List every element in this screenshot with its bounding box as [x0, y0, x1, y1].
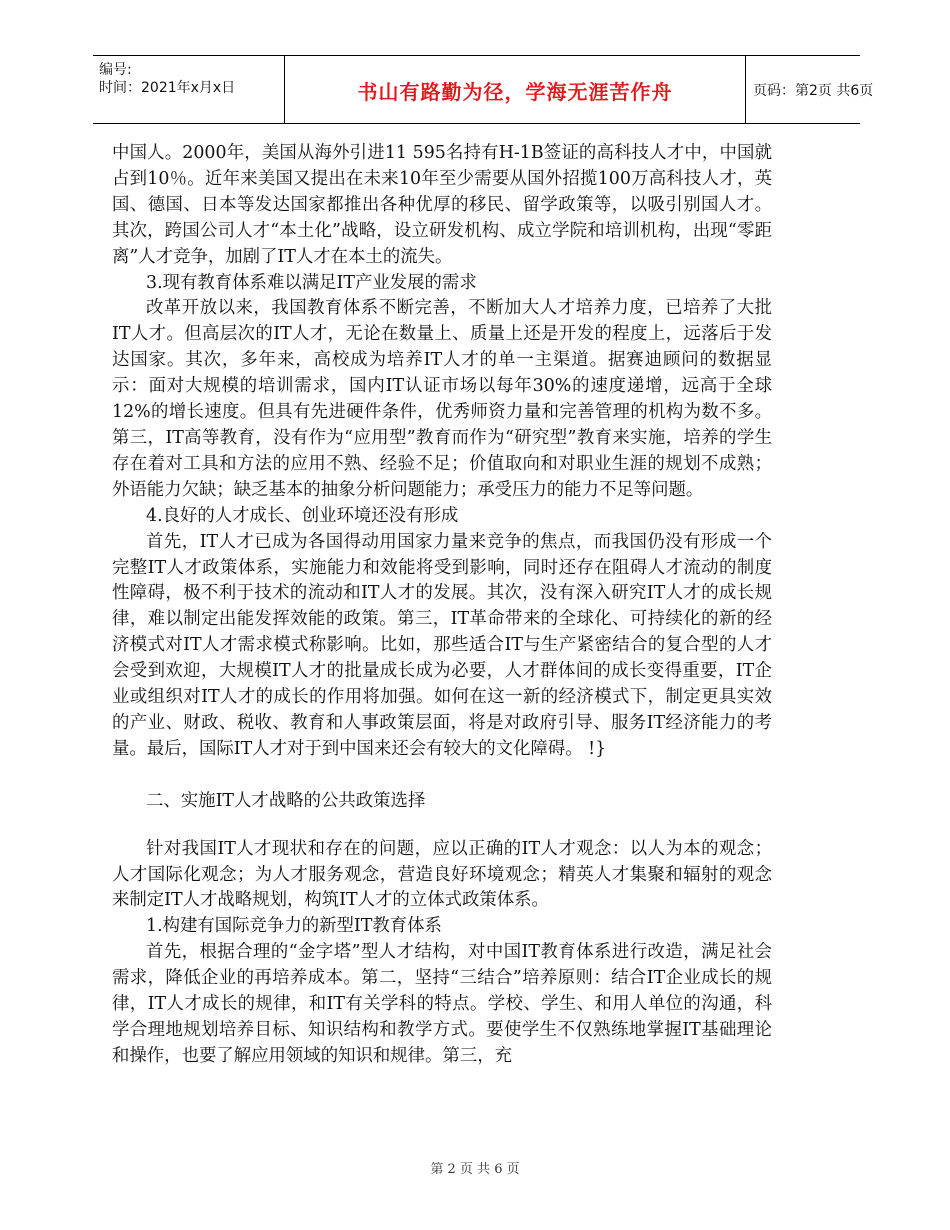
paragraph-education-system: 改革开放以来，我国教育体系不断完善，不断加大人才培养力度，已培养了大批IT人才。但高层次的IT人才，无论在数量上、质量上还是开发的程度上，远落后于发达国家。其次，多年来，高校成为培养IT人才的单一主渠道。据赛迪顾问的数据显示：面对大规模的培训需求，国内IT认证市场以每年30%的速度递增，远高于全球12%的增长速度。但具有先进硬件条件，优秀师资力量和完善管理的机构为数不多。第三，IT高等教育，没有作为“应用型”教育而作为“研究型”教育来实施，培养的学生存在着对工具和方法的应用不熟、经验不足；价值取向和对职业生涯的规划不成熟；外语能力欠缺；缺乏基本的抽象分析问题能力；承受压力的能力不足等问题。: [112, 298, 772, 500]
section-heading-3: 3.现有教育体系难以满足IT产业发展的需求: [146, 272, 477, 293]
document-number-label: 编号:: [99, 62, 132, 78]
page-header: [93, 55, 874, 124]
section-heading-1: 1.构建有国际竞争力的新型IT教育体系: [146, 916, 442, 937]
paragraph-education-reform: 首先，根据合理的“金字塔”型人才结构，对中国IT教育体系进行改造，满足社会需求，降低企业的再培养成本。第二，坚持“三结合”培养原则：结合IT企业成长的规律，IT人才成长的规律，和IT有关学科的特点。学校、学生、和用人单位的沟通，科学合理地规划培养目标、知识结构和教学方式。要使学生不仅熟练地掌握IT基础理论和操作，也要了解应用领域的知识和规律。第三，充: [112, 942, 772, 1066]
header-page-info: 页码：第2页 共6页: [753, 83, 874, 99]
document-date-label: 时间：2021年x月x日: [99, 80, 236, 96]
header-motto-cell: [284, 56, 746, 123]
document-body: [112, 141, 772, 1070]
paragraph-policy-concepts: 针对我国IT人才现状和存在的问题，应以正确的IT人才观念：以人为本的观念；人才国际化观念；为人才服务观念，营造良好环境观念；精英人才集聚和辐射的观念来制定IT人才战略规划，构筑IT人才的立体式政策体系。: [112, 838, 772, 911]
paragraph-continuation: 中国人。2000年，美国从海外引进11 595名持有H-1B签证的高科技人才中，中国就占到10％。近年来美国又提出在未来10年至少需要从国外招揽100万高科技人才，英国、德国、日本等发达国家都推出各种优厚的移民、留学政策等，以吸引别国人才。其次，跨国公司人才“本土化”战略，设立研发机构、成立学院和培训机构，出现“零距离”人才竞争，加剧了IT人才在本土的流失。: [112, 143, 772, 267]
spacer: [112, 763, 772, 789]
header-motto: 书山有路勤为径，学海无涯苦作舟: [357, 80, 673, 104]
header-page-cell: [745, 56, 874, 123]
paragraph-environment: 首先，IT人才已成为各国得动用国家力量来竞争的焦点，而我国仍没有形成一个完整IT人才政策体系，实施能力和效能将受到影响，同时还存在阻碍人才流动的制度性障碍，极不利于技术的流动和IT人才的发展。其次，没有深入研究IT人才的成长规律，难以制定出能发挥效能的政策。第三，IT革命带来的全球化、可持续化的新的经济模式对IT人才需求模式称影响。比如，那些适合IT与生产紧密结合的复合型的人才会受到欢迎，大规模IT人才的批量成长成为必要，人才群体间的成长变得重要，IT企业或组织对IT人才的成长的作用将加强。如何在这一新的经济模式下，制定更具实效的产业、财政、税收、教育和人事政策层面，将是对政府引导、服务IT经济能力的考量。最后，国际IT人才对于到中国来还会有较大的文化障碍。 !}: [112, 531, 772, 759]
chapter-heading-2: 二、实施IT人才战略的公共政策选择: [146, 790, 426, 811]
header-meta-cell: [93, 56, 284, 123]
page-footer: 第 2 页 共 6 页: [430, 1162, 520, 1177]
section-heading-4: 4.良好的人才成长、创业环境还没有形成: [146, 505, 459, 526]
spacer: [112, 815, 772, 837]
